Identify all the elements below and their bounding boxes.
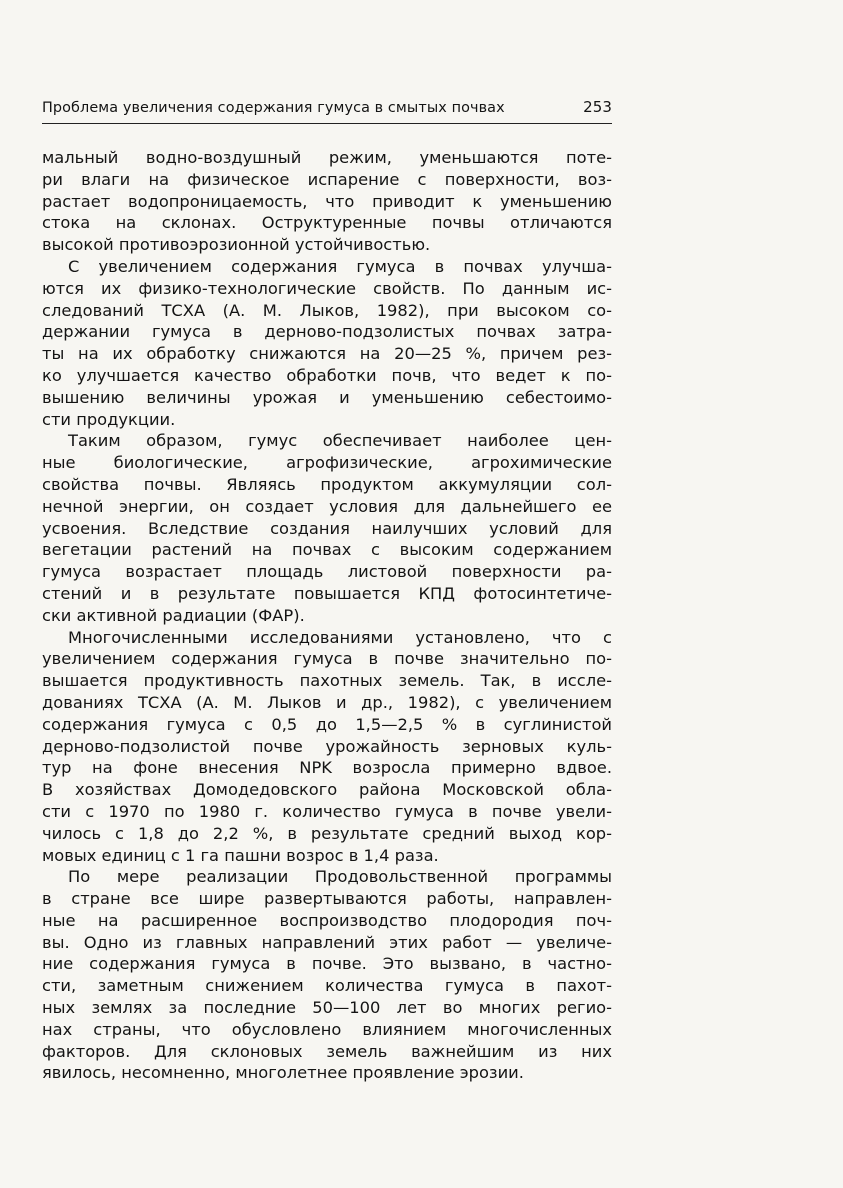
- text-line: в стране все шире развертываются работы, направлен-: [42, 889, 612, 909]
- page-number: 253: [583, 98, 612, 116]
- text-line: мальный водно-воздушный режим, уменьшаются поте-: [42, 148, 612, 167]
- text-line: вегетации растений на почвах с высоким содержанием: [42, 540, 612, 560]
- text-line: нечной энергии, он создает условия для дальнейшего ее: [42, 496, 612, 516]
- text-line: увеличением содержания гумуса в почве значительно по-: [42, 649, 612, 669]
- text-line: высокой противоэрозионной устойчивостью.: [42, 235, 431, 255]
- text-line: чилось с 1,8 до 2,2 %, в результате средний выход кор-: [42, 823, 612, 843]
- text-line: Многочисленными исследованиями установлено, что с: [68, 627, 612, 647]
- text-line: гумуса возрастает площадь листовой поверхности ра-: [42, 562, 612, 582]
- text-line: нах страны, что обусловлено влиянием многочисленных: [42, 1019, 612, 1039]
- text-line: ные биологические, агрофизические, агрохимические: [42, 453, 612, 473]
- text-line: стений и в результате повышается КПД фотосинтетиче-: [42, 583, 612, 603]
- text-line: растает водопроницаемость, что приводит к уменьшению: [42, 191, 612, 211]
- text-line: сти с 1970 по 1980 г. количество гумуса в почве увели-: [42, 801, 612, 821]
- text-line: ние содержания гумуса в почве. Это вызвано, в частно-: [42, 954, 612, 974]
- running-header: [42, 98, 612, 124]
- text-line: дованиях ТСХА (А. М. Лыков и др., 1982), с увеличением: [42, 692, 612, 712]
- body-text: [42, 147, 612, 1084]
- text-line: свойства почвы. Являясь продуктом аккумуляции сол-: [42, 474, 612, 494]
- text-line: ных землях за последние 50—100 лет во многих регио-: [42, 998, 612, 1018]
- text-line: усвоения. Вследствие создания наилучших условий для: [42, 518, 612, 538]
- text-line: держании гумуса в дерново-подзолистых почвах затра-: [42, 322, 612, 342]
- paragraph: [42, 147, 612, 256]
- paragraph: [42, 866, 612, 1084]
- text-line: сти, заметным снижением количества гумуса в пахот-: [42, 976, 612, 996]
- text-line: содержания гумуса с 0,5 до 1,5—2,5 % в суглинистой: [42, 714, 612, 734]
- text-line: дерново-подзолистой почве урожайность зерновых куль-: [42, 736, 612, 756]
- text-line: вышению величины урожая и уменьшению себестоимо-: [42, 387, 612, 407]
- book-page: [42, 98, 612, 1084]
- text-line: сти продукции.: [42, 409, 176, 429]
- text-line: ные на расширенное воспроизводство плодородия поч-: [42, 910, 612, 930]
- text-line: ты на их обработку снижаются на 20—25 %, причем рез-: [42, 344, 612, 364]
- text-line: явилось, несомненно, многолетнее проявление эрозии.: [42, 1063, 524, 1083]
- text-line: В хозяйствах Домодедовского района Московской обла-: [42, 780, 612, 800]
- text-line: По мере реализации Продовольственной программы: [68, 867, 612, 887]
- text-line: Таким образом, гумус обеспечивает наиболее цен-: [68, 431, 612, 451]
- paragraph: [42, 256, 612, 430]
- paragraph: [42, 430, 612, 626]
- text-line: мовых единиц с 1 га пашни возрос в 1,4 раза.: [42, 845, 439, 865]
- text-line: вышается продуктивность пахотных земель. Так, в иссле-: [42, 671, 612, 691]
- text-line: вы. Одно из главных направлений этих работ — увеличе-: [42, 932, 612, 952]
- text-line: стока на склонах. Оструктуренные почвы отличаются: [42, 213, 612, 233]
- text-line: ко улучшается качество обработки почв, что ведет к по-: [42, 365, 612, 385]
- text-line: тур на фоне внесения NPK возросла примерно вдвое.: [42, 758, 612, 778]
- running-header-title: Проблема увеличения содержания гумуса в смытых почвах: [42, 100, 505, 116]
- text-line: ски активной радиации (ФАР).: [42, 605, 305, 625]
- text-line: ются их физико-технологические свойств. По данным ис-: [42, 278, 612, 298]
- text-line: С увеличением содержания гумуса в почвах улучша-: [68, 256, 612, 276]
- paragraph: [42, 627, 612, 867]
- text-line: факторов. Для склоновых земель важнейшим из них: [42, 1041, 612, 1061]
- text-line: следований ТСХА (А. М. Лыков, 1982), при высоком со-: [42, 300, 612, 320]
- text-line: ри влаги на физическое испарение с поверхности, воз-: [42, 169, 612, 189]
